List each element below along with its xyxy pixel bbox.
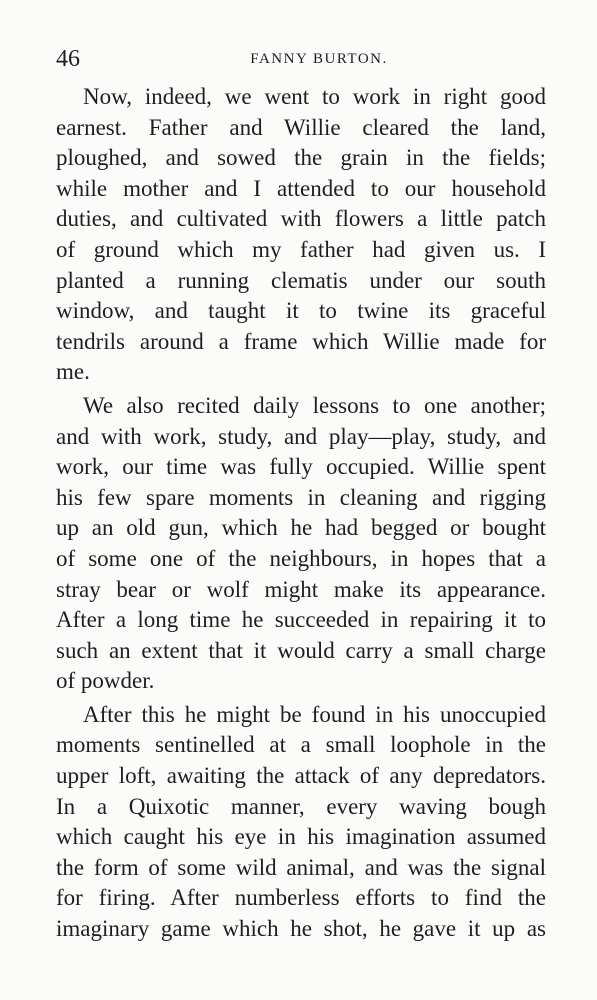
text-line: of ground which my father had given us. I <box>56 236 546 262</box>
paragraph-3 <box>56 700 546 945</box>
running-title: FANNY BURTON. <box>250 51 388 67</box>
paragraph-2 <box>56 391 546 697</box>
text-line: Now, indeed, we went to work in right good <box>83 84 546 109</box>
text-line: We also recited daily lessons to one another; <box>83 392 546 418</box>
text-line: earnest. Father and Willie cleared the land, <box>56 114 546 140</box>
text-line: upper loft, awaiting the attack of any depredators. <box>56 763 546 789</box>
text-line: his few spare moments in cleaning and rigging <box>56 484 546 510</box>
text-line: window, and taught it to twine its graceful <box>56 298 546 324</box>
text-line: such an extent that it would carry a small charge <box>56 637 546 663</box>
text-line: In a Quixotic manner, every waving bough <box>56 793 546 819</box>
text-line: tendrils around a frame which Willie made for <box>56 328 546 354</box>
text-line: and with work, study, and play—play, study, and <box>56 423 546 449</box>
body-text <box>56 82 546 948</box>
text-line: imaginary game which he shot, he gave it up as <box>56 916 546 942</box>
text-line: stray bear or wolf might make its appearance. <box>56 576 546 602</box>
text-line: the form of some wild animal, and was the signal <box>56 854 546 880</box>
text-line: up an old gun, which he had begged or bought <box>56 515 546 541</box>
text-line: which caught his eye in his imagination assumed <box>56 824 546 850</box>
text-line: duties, and cultivated with flowers a little patch <box>56 206 546 232</box>
text-line: ploughed, and sowed the grain in the fields; <box>56 145 546 171</box>
text-line: After this he might be found in his unoccupied <box>83 701 546 727</box>
paragraph-1 <box>56 82 546 388</box>
page-header <box>56 44 546 74</box>
text-line: while mother and I attended to our household <box>56 175 546 201</box>
text-line: of some one of the neighbours, in hopes that a <box>56 545 546 571</box>
text-line: me. <box>56 359 90 385</box>
text-line: moments sentinelled at a small loophole in the <box>56 732 546 758</box>
text-line: work, our time was fully occupied. Willie spent <box>56 454 546 480</box>
text-line: planted a running clematis under our south <box>56 267 546 293</box>
text-line: After a long time he succeeded in repairing it to <box>56 607 546 633</box>
text-line: of powder. <box>56 668 155 694</box>
text-line: for firing. After numberless efforts to find the <box>56 885 546 911</box>
page-number: 46 <box>56 46 80 72</box>
